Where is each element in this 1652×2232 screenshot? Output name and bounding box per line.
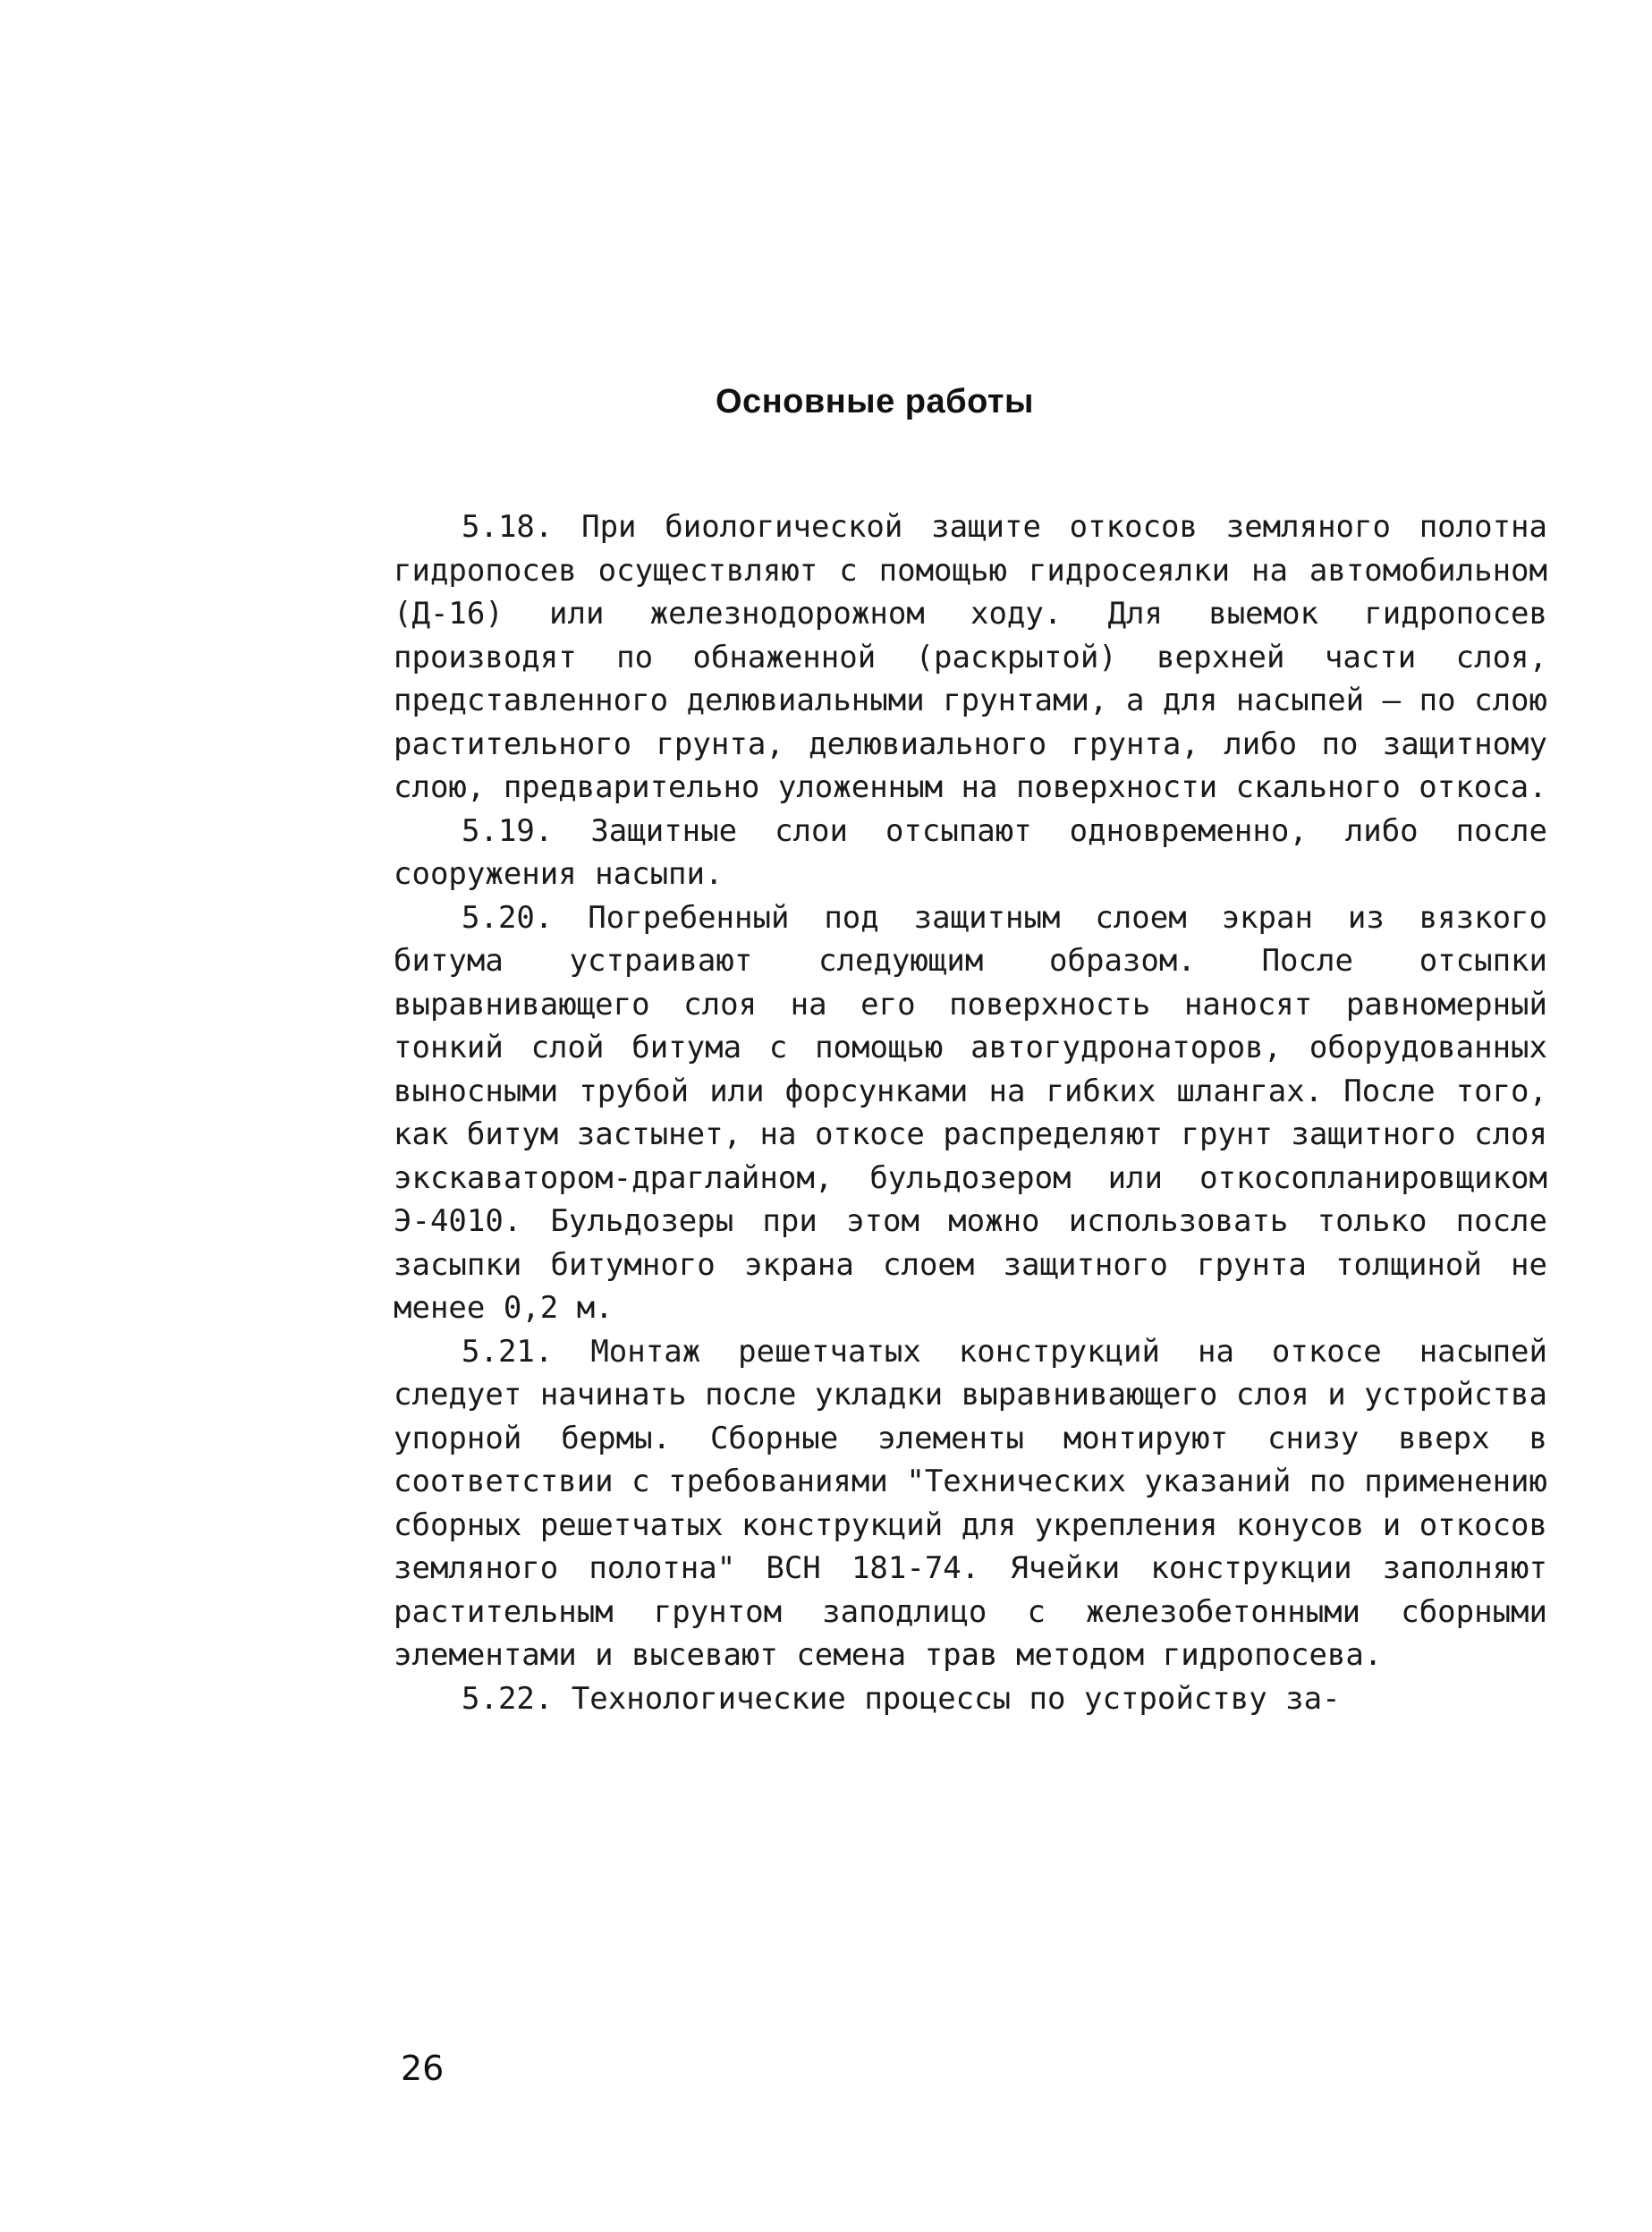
body-text	[394, 505, 1547, 1720]
paragraph-5-20: 5.20. Погребенный под защитным слоем экран из вязкого битума устраивают следующим образом. После отсыпки выравнивающего слоя на его поверхность наносят равномерный тонкий слой битума с помощью автогудронаторов, оборудованных выносными трубой или форсунками на гибких шлангах. После того, как битум застынет, на откосе распределяют грунт защитного слоя экскаватором-драглайном, бульдозером или откосопланировщиком Э-4010. Бульдозеры при этом можно использовать только после засыпки битумного экрана слоем защитного грунта толщиной не менее 0,2 м.	[394, 899, 1547, 1326]
paragraph-5-22: 5.22. Технологические процессы по устройству за-	[462, 1680, 1341, 1717]
page-number: 26	[401, 2049, 445, 2088]
paragraph-5-18: 5.18. При биологической защите откосов земляного полотна гидропосев осуществляют с помощью гидросеялки на автомобильном (Д-16) или железнодорожном ходу. Для выемок гидропосев производят по обнаженной (раскрытой) верхней части слоя, представленного делювиальными грунтами, а для насыпей – по слою растительного грунта, делювиального грунта, либо по защитному слою, предварительно уложенным на поверхности скального откоса.	[394, 509, 1547, 805]
paragraph-5-19: 5.19. Защитные слои отсыпают одновременно, либо после сооружения насыпи.	[394, 812, 1547, 892]
section-heading: Основные работы	[716, 383, 1034, 420]
paragraph-5-21: 5.21. Монтаж решетчатых конструкций на откосе насыпей следует начинать после укладки выравнивающего слоя и устройства упорной бермы. Сборные элементы монтируют снизу вверх в соответствии с требованиями "Технических указаний по применению сборных решетчатых конструкций для укрепления конусов и откосов земляного полотна" ВСН 181-74. Ячейки конструкции заполняют растительным грунтом заподлицо с железобетонными сборными элементами и высевают семена трав методом гидропосева.	[394, 1333, 1547, 1673]
